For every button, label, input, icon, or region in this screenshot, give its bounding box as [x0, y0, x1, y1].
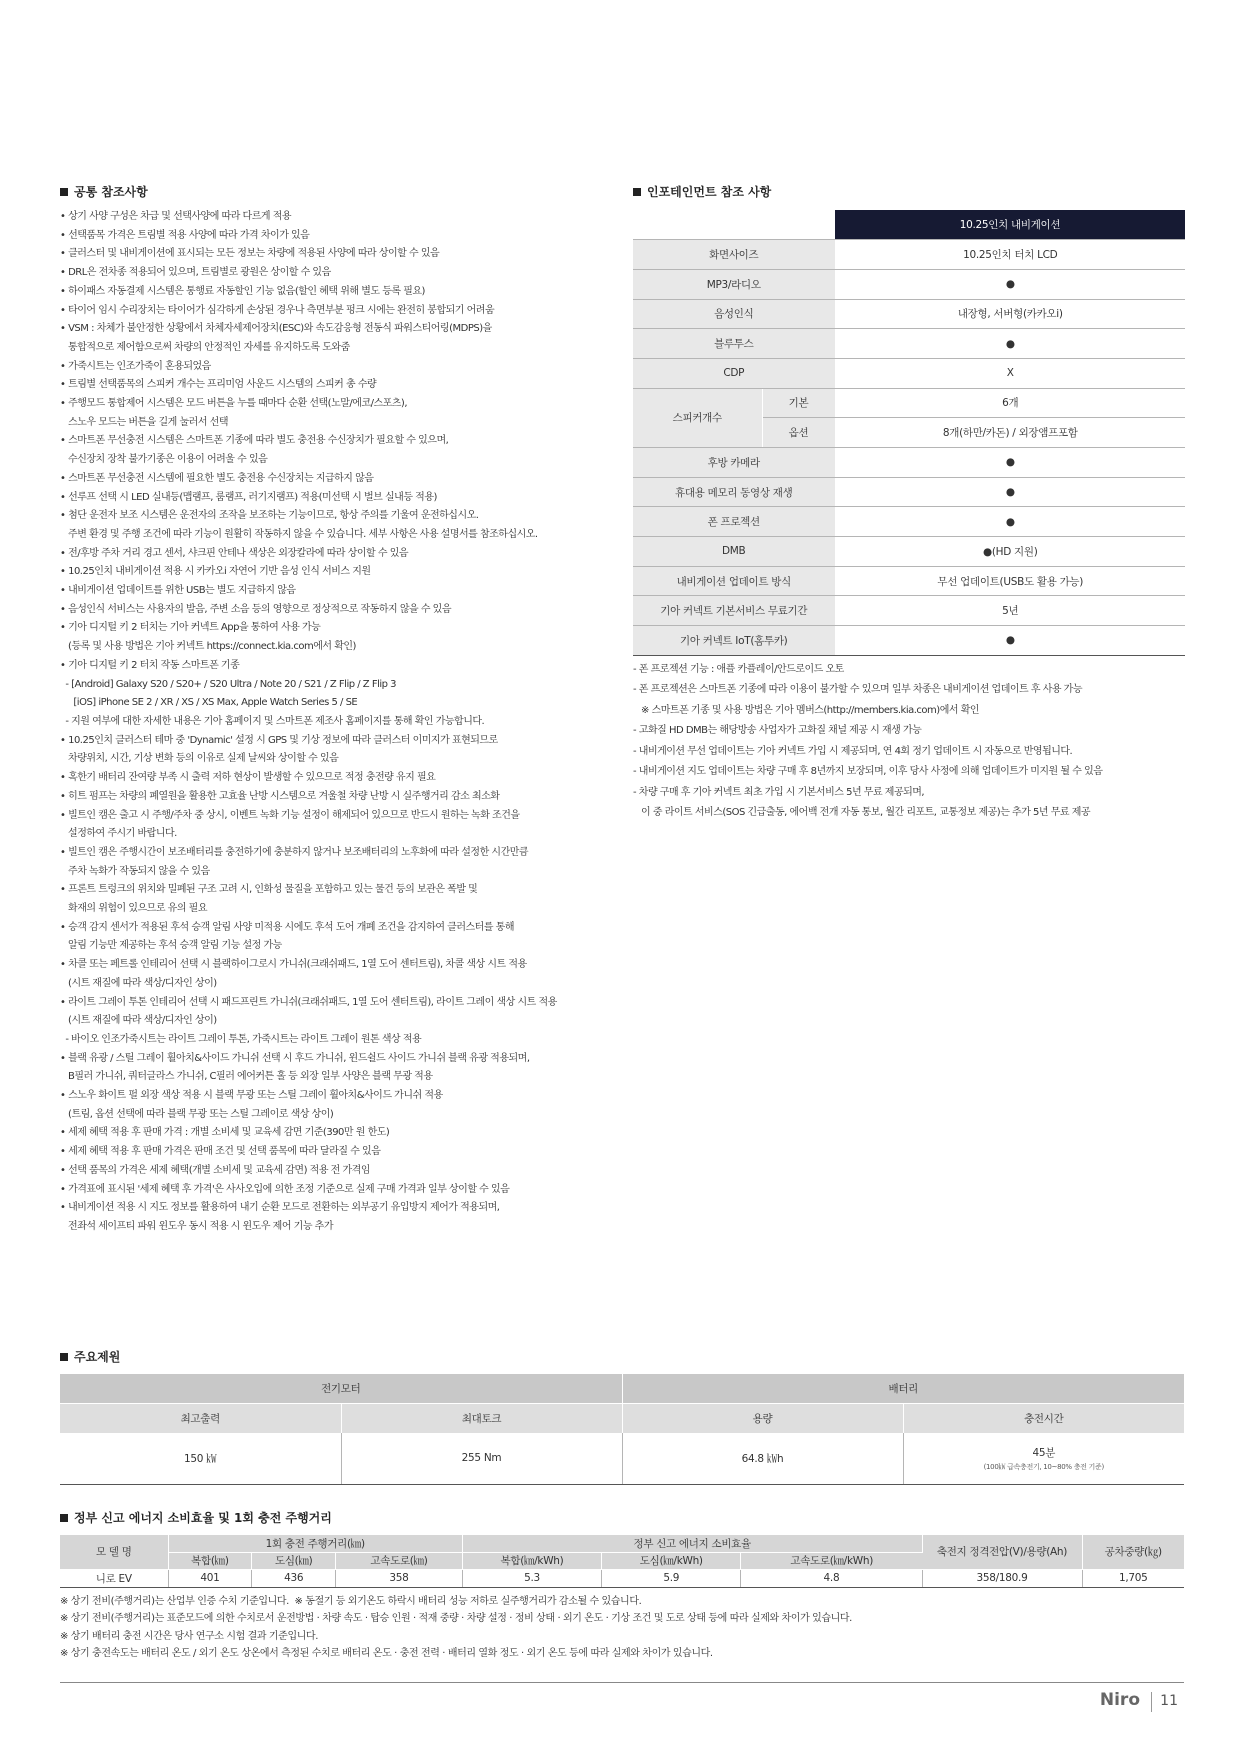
row-label: 휴대용 메모리 동영상 재생: [633, 477, 835, 507]
list-item: • 혹한기 배터리 잔여량 부족 시 출력 저하 현상이 발생할 수 있으므로 적정 충전량 유지 필요: [60, 772, 436, 784]
list-item: - [Android] Galaxy S20 / S20+ / S20 Ultra / Note 20 / S21 / Z Flip / Z Flip 3: [60, 678, 397, 690]
eff-highway-header: 고속도로(㎞/kWh): [741, 1552, 922, 1569]
row-value: X: [835, 358, 1185, 388]
model-header: 모 델 명: [60, 1535, 168, 1569]
row-label: DMB: [633, 537, 835, 567]
list-item: 통합적으로 제어함으로써 차량의 안정적인 자세를 유지하도록 도와줌: [60, 341, 350, 353]
row-value: 내장형, 서버형(카카오i): [835, 299, 1185, 329]
row-label: 화면사이즈: [633, 240, 835, 270]
list-item: 화재의 위험이 있으므로 유의 필요: [60, 903, 207, 915]
row-label: 후방 카메라: [633, 448, 835, 478]
list-item: • 트림별 선택품목의 스피커 개수는 프리미엄 사운드 시스템의 스피커 총 수량: [60, 379, 377, 391]
row-label: CDP: [633, 358, 835, 388]
table-row: [633, 626, 1185, 656]
row-value: ●(HD 지원): [835, 537, 1185, 567]
max-torque-header: 최대토크: [341, 1403, 622, 1433]
square-bullet-icon: [633, 188, 641, 196]
list-item: • 프론트 트렁크의 위치와 밀폐된 구조 고려 시, 인화성 물질을 포함하고 있는 물건 등의 보관은 폭발 및: [60, 884, 478, 896]
row-value: ●: [835, 507, 1185, 537]
list-item: • 가죽시트는 인조가죽이 혼용되었음: [60, 360, 211, 372]
charge-time-header: 충전시간: [903, 1403, 1184, 1433]
list-item: • 가격표에 표시된 '세제 혜택 후 가격'은 사사오입에 의한 조정 기준으로 실제 구매 가격과 일부 상이할 수 있음: [60, 1183, 510, 1195]
table-row: [633, 388, 1185, 418]
efficiency-title-text: 정부 신고 에너지 소비효율 및 1회 충전 주행거리: [74, 1511, 332, 1525]
table-row: [633, 596, 1185, 626]
list-item: • 스마트폰 무선충전 시스템에 필요한 별도 충전용 수신장치는 지급하지 않음: [60, 472, 374, 484]
list-item: • 스마트폰 무선충전 시스템은 스마트폰 기종에 따라 별도 충전용 수신장치가 필요할 수 있으며,: [60, 435, 449, 447]
list-item: • 선택품목 가격은 트림별 적용 사양에 따라 가격 차이가 있음: [60, 229, 310, 241]
list-item: • 주행모드 통합제어 시스템은 모드 버튼을 누를 때마다 순환 선택(노말/에코/스포츠),: [60, 398, 408, 410]
square-bullet-icon: [60, 188, 68, 196]
list-item: • 빌트인 캠은 주행시간이 보조배터리를 충전하기에 충분하지 않거나 보조배터리의 노후화에 따라 설정한 시간만큼: [60, 846, 529, 858]
common-notes-list: [60, 208, 620, 1237]
footer-divider: [60, 1682, 1184, 1683]
list-item: - 폰 프로젝션 기능 : 애플 카플레이/안드로이드 오토: [633, 663, 844, 675]
range-city-value: 436: [252, 1569, 336, 1587]
list-item: • VSM : 차체가 불안정한 상황에서 차체자세제어장치(ESC)와 속도감응형 전동식 파워스티어링(MDPS)을: [60, 323, 492, 335]
square-bullet-icon: [60, 1514, 68, 1522]
list-item: • 내비게이션 업데이트를 위한 USB는 별도 지급하지 않음: [60, 585, 296, 597]
eff-city-header: 도심(㎞/kWh): [602, 1552, 741, 1569]
list-item: • 내비게이션 적용 시 지도 정보를 활용하여 내기 순환 모드로 전환하는 외부공기 유입방지 제어가 적용되며,: [60, 1202, 500, 1214]
list-item: • 세제 혜택 적용 후 판매 가격 : 개별 소비세 및 교육세 감면 기준(390만 원 한도): [60, 1127, 390, 1139]
list-item: 설정하여 주시기 바랍니다.: [60, 828, 177, 840]
efficiency-title: [60, 1509, 1184, 1526]
list-item: • 하이패스 자동결제 시스템은 통행료 자동할인 기능 없음(할인 혜택 위해 별도 등록 필요): [60, 285, 425, 297]
table-row: [633, 329, 1185, 359]
row-value: ●: [835, 626, 1185, 656]
list-item: - 내비게이션 지도 업데이트는 차량 구매 후 8년까지 보장되며, 이후 당사 사정에 의해 업데이트가 미지원 될 수 있음: [633, 766, 1103, 778]
motor-group-header: 전기모터: [60, 1374, 622, 1403]
row-sub-label: 기본: [762, 388, 835, 418]
range-combined-value: 401: [168, 1569, 252, 1587]
list-item: • 상기 사양 구성은 차급 및 선택사양에 따라 다르게 적용: [60, 211, 292, 222]
efficiency-group-header: 정부 신고 에너지 소비효율: [462, 1535, 922, 1552]
list-item: • 블랙 유광 / 스틸 그레이 휠아치&사이드 가니쉬 선택 시 후드 가니쉬, 윈드쉴드 사이드 가니쉬 블랙 유광 적용되며,: [60, 1052, 530, 1064]
list-item: 주차 녹화가 작동되지 않을 수 있음: [60, 865, 210, 877]
table-row: [633, 269, 1185, 299]
table-row: [633, 358, 1185, 388]
battery-group-header: 배터리: [622, 1374, 1184, 1403]
specs-title-text: 주요제원: [74, 1350, 121, 1364]
row-value: ●: [835, 477, 1185, 507]
weight-value: 1,705: [1082, 1569, 1184, 1587]
row-value: 6개: [835, 388, 1185, 418]
list-item: • 라이트 그레이 투톤 인테리어 선택 시 패드프린트 가니쉬(크래쉬패드, 1열 도어 센터트림), 라이트 그레이 색상 시트 적용: [60, 996, 557, 1008]
list-item: ※ 상기 전비(주행거리)는 표준모드에 의한 수치로서 운전방법 · 차량 속도 · 탑승 인원 · 적재 중량 · 차량 설정 · 정비 상태 · 외기 온도 · 기상 조건 및 도로 상태 등에 따라 실제와 차이가 있습니다.: [60, 1613, 852, 1624]
row-label: MP3/라디오: [633, 269, 835, 299]
eff-combined-value: 5.3: [462, 1569, 601, 1587]
list-item: 알림 기능만 제공하는 후석 승객 알림 기능 설정 가능: [60, 940, 282, 952]
list-item: 수신장치 장착 불가기종은 이용이 어려울 수 있음: [60, 454, 268, 466]
voltage-header: 축전지 정격전압(V)/용량(Ah): [922, 1535, 1082, 1569]
row-label: 폰 프로젝션: [633, 507, 835, 537]
list-item: • 클러스터 및 내비게이션에 표시되는 모든 정보는 차량에 적용된 사양에 따라 상이할 수 있음: [60, 248, 440, 260]
charge-time-value: 45분: [1032, 1446, 1056, 1459]
max-torque-value: 255 Nm: [341, 1433, 622, 1484]
list-item: • 선루프 선택 시 LED 실내등(맵램프, 룸램프, 러기지램프) 적용(미선택 시 벌브 실내등 적용): [60, 491, 437, 503]
list-item: ※ 상기 배터리 충전 시간은 당사 연구소 시험 결과 기준입니다.: [60, 1630, 319, 1642]
list-item: - 폰 프로젝션은 스마트폰 기종에 따라 이용이 불가할 수 있으며 일부 차종은 내비게이션 업데이트 후 사용 가능: [633, 684, 1083, 696]
list-item: • 선택 품목의 가격은 세제 혜택(개별 소비세 및 교육세 감면) 적용 전 가격임: [60, 1164, 370, 1176]
list-item: 차량위치, 시간, 기상 변화 등의 이유로 실제 날씨와 상이할 수 있음: [60, 753, 339, 765]
list-item: • 기아 디지털 키 2 터치는 기아 커넥트 App을 통하여 사용 가능: [60, 622, 321, 634]
voltage-value: 358/180.9: [922, 1569, 1082, 1587]
list-item: - 차량 구매 후 기아 커넥트 최초 가입 시 기본서비스 5년 무료 제공되며,: [633, 786, 925, 798]
list-item: • 차콜 또는 페트롤 인테리어 선택 시 블랙하이그로시 가니쉬(크래쉬패드, 1열 도어 센터트림), 차콜 색상 시트 적용: [60, 959, 527, 971]
list-item: 이 중 라이트 서비스(SOS 긴급출동, 에어백 전개 자동 통보, 월간 리포트, 교통정보 제공)는 추가 5년 무료 제공: [633, 807, 1091, 819]
row-value: ●: [835, 269, 1185, 299]
list-item: ※ 상기 충전속도는 배터리 온도 / 외기 온도 상온에서 측정된 수치로 배터리 온도 · 충전 전력 · 배터리 열화 정도 · 외기 온도 등에 따라 실제와 차이가 있습니다.: [60, 1648, 713, 1659]
table-row: [633, 477, 1185, 507]
row-value: ●: [835, 448, 1185, 478]
eff-city-value: 5.9: [602, 1569, 741, 1587]
eff-highway-value: 4.8: [741, 1569, 922, 1587]
list-item: (등록 및 사용 방법은 기아 커넥트 https://connect.kia.com에서 확인): [60, 641, 356, 653]
specs-title: [60, 1348, 1184, 1365]
range-highway-value: 358: [336, 1569, 463, 1587]
range-highway-header: 고속도로(㎞): [336, 1552, 463, 1569]
max-power-value: 150 ㎾: [60, 1433, 341, 1484]
list-item: 스노우 모드는 버튼을 길게 눌러서 선택: [60, 416, 228, 428]
row-value: 8개(하만/카돈) / 외장앰프포함: [835, 418, 1185, 448]
list-item: • 스노우 화이트 펄 외장 색상 적용 시 블랙 무광 또는 스틸 그레이 휠아치&사이드 가니쉬 적용: [60, 1090, 443, 1102]
common-notes-title: [60, 183, 620, 200]
infotainment-title-text: 인포테인먼트 참조 사항: [647, 185, 772, 199]
list-item: • 첨단 운전자 보조 시스템은 운전자의 조작을 보조하는 기능이므로, 항상 주의를 기울여 운전하십시오.: [60, 510, 479, 522]
infotainment-section: [633, 183, 1185, 824]
list-item: • 빌트인 캠은 출고 시 주행/주차 중 상시, 이벤트 녹화 기능 설정이 해제되어 있으므로 반드시 원하는 녹화 조건을: [60, 809, 520, 821]
row-label: 블루투스: [633, 329, 835, 359]
table-row: [633, 448, 1185, 478]
list-item: 주변 환경 및 주행 조건에 따라 기능이 원활히 작동하지 않을 수 있습니다. 세부 사항은 사용 설명서를 참조하십시오.: [60, 528, 538, 540]
list-item: - 바이오 인조가죽시트는 라이트 그레이 투톤, 가죽시트는 라이트 그레이 원톤 색상 적용: [60, 1033, 422, 1045]
page-number: 11: [1160, 1693, 1178, 1709]
list-item: - 고화질 HD DMB는 해당방송 사업자가 고화질 채널 제공 시 재생 가능: [633, 725, 922, 737]
table-row: [633, 240, 1185, 270]
list-item: ※ 스마트폰 기종 및 사용 방법은 기아 멤버스(http://members.kia.com)에서 확인: [633, 704, 980, 716]
charge-time-cell: [903, 1433, 1184, 1484]
max-power-header: 최고출력: [60, 1403, 341, 1433]
list-item: • 타이어 임시 수리장치는 타이어가 심각하게 손상된 경우나 측면부분 펑크 시에는 완전히 봉합되기 어려움: [60, 304, 495, 316]
row-label: 음성인식: [633, 299, 835, 329]
efficiency-section: [60, 1509, 1184, 1663]
row-value: 10.25인치 터치 LCD: [835, 240, 1185, 270]
list-item: - 지원 여부에 대한 자세한 내용은 기아 홈페이지 및 스마트폰 제조사 홈페이지를 통해 확인 가능합니다.: [60, 715, 485, 727]
row-label: 스피커개수: [633, 388, 762, 447]
list-item: • 10.25인치 내비게이션 적용 시 카카오i 자연어 기반 음성 인식 서비스 지원: [60, 566, 371, 578]
capacity-value: 64.8 ㎾h: [622, 1433, 903, 1484]
table-row: [633, 507, 1185, 537]
list-item: • 10.25인치 클러스터 테마 중 'Dynamic' 설정 시 GPS 및 기상 정보에 따라 클러스터 이미지가 표현되므로: [60, 734, 498, 746]
capacity-header: 용량: [622, 1403, 903, 1433]
list-item: (시트 재질에 따라 색상/디자인 상이): [60, 977, 217, 989]
row-value: ●: [835, 329, 1185, 359]
list-item: • 히트 펌프는 차량의 폐열원을 활용한 고효율 난방 시스템으로 겨울철 차량 난방 시 실주행거리 감소 최소화: [60, 790, 500, 802]
infotainment-title: [633, 183, 1185, 200]
list-item: • 승객 감지 센서가 적용된 후석 승객 알림 사양 미적용 시에도 후석 도어 개폐 조건을 감지하여 클러스터를 통해: [60, 921, 514, 933]
footer-separator: [1151, 1692, 1152, 1712]
range-combined-header: 복합(㎞): [168, 1552, 252, 1569]
common-notes-title-text: 공통 참조사항: [74, 185, 148, 199]
list-item: (트림, 옵션 선택에 따라 블랙 무광 또는 스틸 그레이로 색상 상이): [60, 1108, 334, 1120]
row-label: 기아 커넥트 기본서비스 무료기간: [633, 596, 835, 626]
list-item: • 음성인식 서비스는 사용자의 발음, 주변 소음 등의 영향으로 정상적으로 작동하지 않을 수 있음: [60, 603, 451, 615]
weight-header: 공차중량(㎏): [1082, 1535, 1184, 1569]
range-group-header: 1회 충전 주행거리(㎞): [168, 1535, 462, 1552]
row-sub-label: 옵션: [762, 418, 835, 448]
infotainment-corner-cell: [633, 210, 835, 240]
list-item: • 세제 혜택 적용 후 판매 가격은 판매 조건 및 선택 품목에 따라 달라질 수 있음: [60, 1146, 381, 1158]
efficiency-notes: [60, 1593, 1184, 1663]
table-row: [60, 1569, 1184, 1587]
list-item: B필러 가니쉬, 쿼터글라스 가니쉬, C필러 에어커튼 홀 등 외장 일부 사양은 블랙 무광 적용: [60, 1071, 433, 1083]
row-value: 5년: [835, 596, 1185, 626]
list-item: 전좌석 세이프티 파워 윈도우 동시 적용 시 윈도우 제어 기능 추가: [60, 1220, 333, 1232]
eff-combined-header: 복합(㎞/kWh): [462, 1552, 601, 1569]
infotainment-notes: [633, 660, 1185, 824]
list-item: - 내비게이션 무선 업데이트는 기아 커넥트 가입 시 제공되며, 연 4회 정기 업데이트 시 자동으로 반영됩니다.: [633, 745, 1073, 757]
range-city-header: 도심(㎞): [252, 1552, 336, 1569]
footer-brand: Niro: [1099, 1690, 1140, 1710]
row-value: 무선 업데이트(USB도 활용 가능): [835, 566, 1185, 596]
specs-table: [60, 1374, 1184, 1485]
row-label: 기아 커넥트 IoT(홈투카): [633, 626, 835, 656]
efficiency-table: [60, 1535, 1184, 1588]
table-row: [633, 537, 1185, 567]
list-item: ※ 상기 전비(주행거리)는 산업부 인증 수치 기준입니다. ※ 동절기 등 외기온도 하락시 배터리 성능 저하로 실주행거리가 감소될 수 있습니다.: [60, 1595, 642, 1607]
list-item: • 전/후방 주차 거리 경고 센서, 샤크핀 안테나 색상은 외장칼라에 따라 상이할 수 있음: [60, 547, 409, 559]
model-value: 니로 EV: [60, 1569, 168, 1587]
table-row: [633, 299, 1185, 329]
charge-time-note: (100㎾ 급속충전기, 10~80% 충전 기준): [983, 1462, 1104, 1471]
list-item: • DRL은 전차종 적용되어 있으며, 트림별로 광원은 상이할 수 있음: [60, 267, 331, 279]
table-row: [633, 566, 1185, 596]
list-item: • 기아 디지털 키 2 터치 작동 스마트폰 기종: [60, 659, 240, 671]
navigation-column-header: 10.25인치 내비게이션: [835, 210, 1185, 240]
list-item: (시트 재질에 따라 색상/디자인 상이): [60, 1015, 217, 1027]
list-item: [iOS] iPhone SE 2 / XR / XS / XS Max, Apple Watch Series 5 / SE: [60, 697, 358, 709]
infotainment-table: [633, 210, 1185, 656]
square-bullet-icon: [60, 1353, 68, 1361]
row-label: 내비게이션 업데이트 방식: [633, 566, 835, 596]
specs-section: [60, 1348, 1184, 1485]
common-notes-section: [60, 183, 620, 1237]
